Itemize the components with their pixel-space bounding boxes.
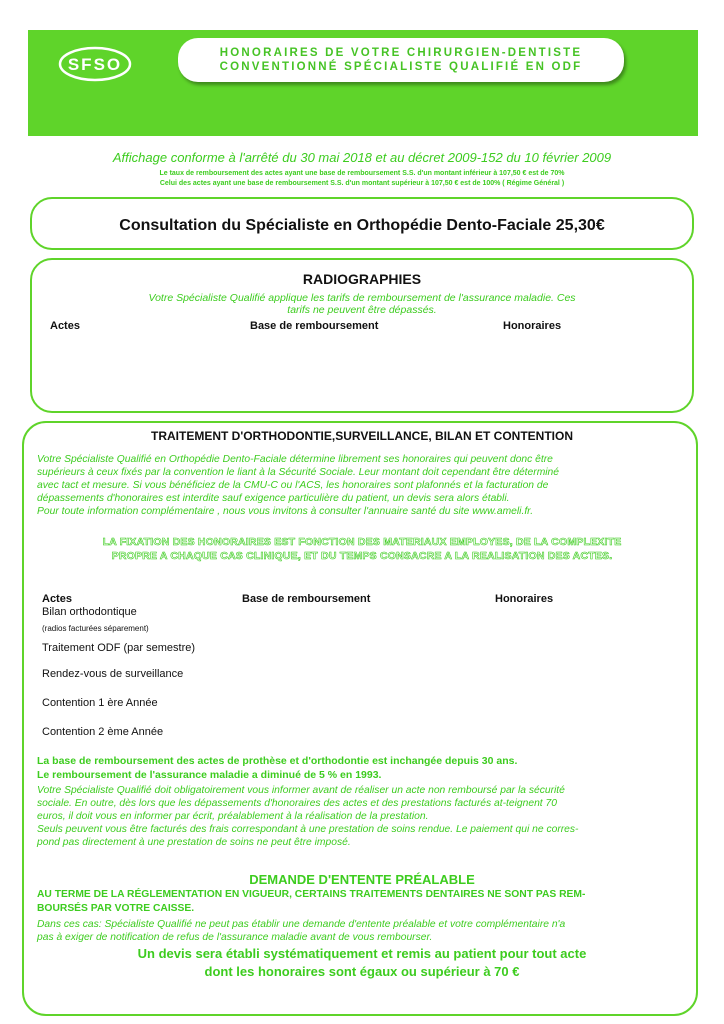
traitement-col-honoraires: Honoraires bbox=[495, 593, 554, 605]
traitement-para-4: dépassements d'honoraires est interdite sauf exigence particulière du patient, un devis sera alors établi. bbox=[37, 493, 510, 504]
devis-line-1: Un devis sera établi systématiquement et remis au patient pour tout acte bbox=[137, 946, 587, 961]
header-title-line2: CONVENTIONNÉ SPÉCIALISTE QUALIFIÉ EN ODF bbox=[219, 61, 583, 73]
consultation-label: Consultation du Spécialiste en Orthopédie Dento-Faciale 25,30€ bbox=[119, 217, 605, 234]
radiographies-intro-2: tarifs ne peuvent être dépassés. bbox=[287, 304, 437, 316]
traitement-col-base: Base de remboursement bbox=[242, 593, 371, 605]
radiographies-col-base: Base de remboursement bbox=[250, 320, 379, 332]
base-remboursement-line-1: La base de remboursement des actes de prothèse et d'orthodontie est inchangée depuis 30 ans. bbox=[37, 755, 518, 767]
entente-title: DEMANDE D'ENTENTE PRÉALABLE bbox=[249, 872, 475, 887]
base-remboursement-line-2: Le remboursement de l'assurance maladie a diminué de 5 % en 1993. bbox=[37, 769, 382, 781]
traitement-para-3: avec tact et mesure. Si vous bénéficiez de la CMU-C ou l'ACS, les honoraires sont plafonnés et la facturation de bbox=[37, 480, 549, 491]
traitement-col-actes: Actes bbox=[42, 593, 72, 605]
radiographies-col-actes: Actes bbox=[50, 320, 80, 332]
conformity-note-2: Celui des actes ayant une base de remboursement S.S. d'un montant supérieur à 107,50 € est de 100% ( Régime Général ) bbox=[159, 180, 565, 187]
fixation-line-2: PROPRE A CHAQUE CAS CLINIQUE, ET DU TEMPS CONSACRE A LA REALISATION DES ACTES. bbox=[111, 550, 613, 562]
act-bilan-note: (radios facturées séparement) bbox=[42, 624, 149, 633]
sfso-logo bbox=[56, 44, 134, 84]
info-line-3: euros, il doit vous en informer par écrit, préalablement à la réalisation de la prestation. bbox=[37, 811, 429, 822]
traitement-para-1: Votre Spécialiste Qualifié en Orthopédie Dento-Faciale détermine librement ses honoraires qui peuvent donc être bbox=[37, 454, 553, 465]
radiographies-title: RADIOGRAPHIES bbox=[302, 271, 422, 287]
traitement-para-5: Pour toute information complémentaire , nous vous invitons à consulter l'annuaire santé du site www.ameli.fr. bbox=[37, 506, 534, 517]
conformity-text: Affichage conforme à l'arrêté du 30 mai 2018 et au décret 2009-152 du 10 février 2009 bbox=[112, 150, 612, 165]
info-line-2: sociale. En outre, dès lors que les dépassements d'honoraires des actes et des prestations facturés at-teignent 70 bbox=[37, 798, 557, 809]
entente-caps-2: BOURSÉS PAR VOTRE CAISSE. bbox=[37, 903, 195, 914]
info-line-5: pond pas directement à une prestation de soins ne peut être imposé. bbox=[37, 837, 351, 848]
entente-caps-1: AU TERME DE LA RÉGLEMENTATION EN VIGUEUR, CERTAINS TRAITEMENTS DENTAIRES NE SONT PAS REM- bbox=[37, 889, 586, 900]
act-bilan: Bilan orthodontique bbox=[42, 606, 137, 618]
act-surveillance: Rendez-vous de surveillance bbox=[42, 668, 184, 680]
traitement-title: TRAITEMENT D'ORTHODONTIE,SURVEILLANCE, BILAN ET CONTENTION bbox=[151, 429, 573, 443]
traitement-para-2: supérieurs à ceux fixés par la convention le liant à la Sécurité Sociale. Leur montant doit cependant être déterminé bbox=[37, 467, 560, 478]
act-contention-2: Contention 2 ème Année bbox=[42, 726, 164, 738]
radiographies-intro-1: Votre Spécialiste Qualifié applique les tarifs de remboursement de l'assurance maladie. Ces bbox=[148, 292, 576, 304]
act-traitement-odf: Traitement ODF (par semestre) bbox=[42, 642, 196, 654]
devis-line-2: dont les honoraires sont égaux ou supérieur à 70 € bbox=[204, 964, 520, 979]
header-title-line1: HONORAIRES DE VOTRE CHIRURGIEN-DENTISTE bbox=[219, 47, 583, 59]
info-line-1: Votre Spécialiste Qualifié doit obligatoirement vous informer avant de réaliser un acte non remboursé par la sécurité bbox=[37, 785, 565, 796]
entente-info-2: pas à exiger de notification de refus de l'assurance maladie avant de vous rembourser. bbox=[37, 932, 433, 943]
act-contention-1: Contention 1 ère Année bbox=[42, 697, 158, 709]
info-line-4: Seuls peuvent vous être facturés des frais correspondant à une prestation de soins rendue. Le paiement qui ne corres- bbox=[37, 824, 579, 835]
radiographies-col-honoraires: Honoraires bbox=[503, 320, 562, 332]
logo-text: SFSO bbox=[67, 55, 123, 74]
fixation-line-1: LA FIXATION DES HONORAIRES EST FONCTION DES MATERIAUX EMPLOYES, DE LA COMPLEXITE bbox=[102, 536, 622, 548]
header-title-box bbox=[178, 38, 624, 82]
conformity-note-1: Le taux de remboursement des actes ayant une base de remboursement S.S. d'un montant inférieur à 107,50 € est de 70% bbox=[159, 170, 565, 177]
entente-info-1: Dans ces cas: Spécialiste Qualifié ne peut pas établir une demande d'entente préalable et votre complémentaire n'a bbox=[37, 919, 566, 930]
